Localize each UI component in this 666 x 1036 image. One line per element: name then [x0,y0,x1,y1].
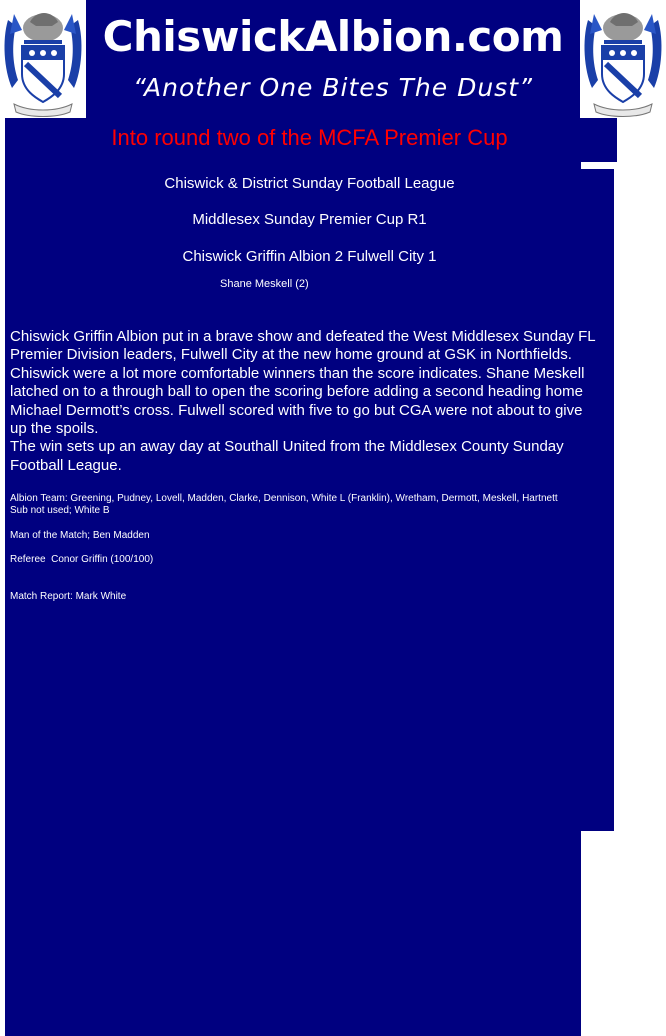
club-crest-right [580,0,666,118]
divider [581,162,617,169]
crest-icon [0,0,86,118]
divider-edge [614,118,617,162]
report-paragraph: The win sets up an away day at Southall United from the Middlesex County Sunday Football League. [10,438,564,474]
article-heading: Into round two of the MCFA Premier Cup [111,125,508,150]
goal-scorers: Shane Meskell (2) [220,278,309,290]
league-name: Chiswick & District Sunday Football League [164,175,455,192]
site-tagline: “Another One Bites The Dust” [133,73,533,102]
report-author: Match Report: Mark White [10,591,127,602]
referee: Referee Conor Griffin (100/100) [10,554,154,565]
content-panel-lower [5,831,581,1036]
team-lineup: Albion Team: Greening, Pudney, Lovell, Madden, Clarke, Dennison, White L (Franklin), Wretham, Dermott, Meskell, Hartnett [10,493,558,504]
competition-name: Middlesex Sunday Premier Cup R1 [192,211,427,228]
match-result: Chiswick Griffin Albion 2 Fulwell City 1 [182,248,437,265]
club-crest-left [0,0,86,118]
report-paragraph: Chiswick Griffin Albion put in a brave show and defeated the West Middlesex Sunday FL Premier Division leaders, Fulwell City at the new home ground at GSK in Northfields. Chiswick were a lot more comfortable winners than the score indicates. Shane Meskell latched on to a through ball to open the scoring before adding a second heading home Michael Dermott’s cross. Fulwell scored with five to go but CGA were not about to give up the spoils. [10,328,596,438]
crest-icon [580,0,666,118]
substitutes: Sub not used; White B [10,505,110,516]
man-of-the-match: Man of the Match; Ben Madden [10,530,150,541]
match-report [10,328,600,475]
site-title[interactable]: ChiswickAlbion.com [102,12,564,61]
